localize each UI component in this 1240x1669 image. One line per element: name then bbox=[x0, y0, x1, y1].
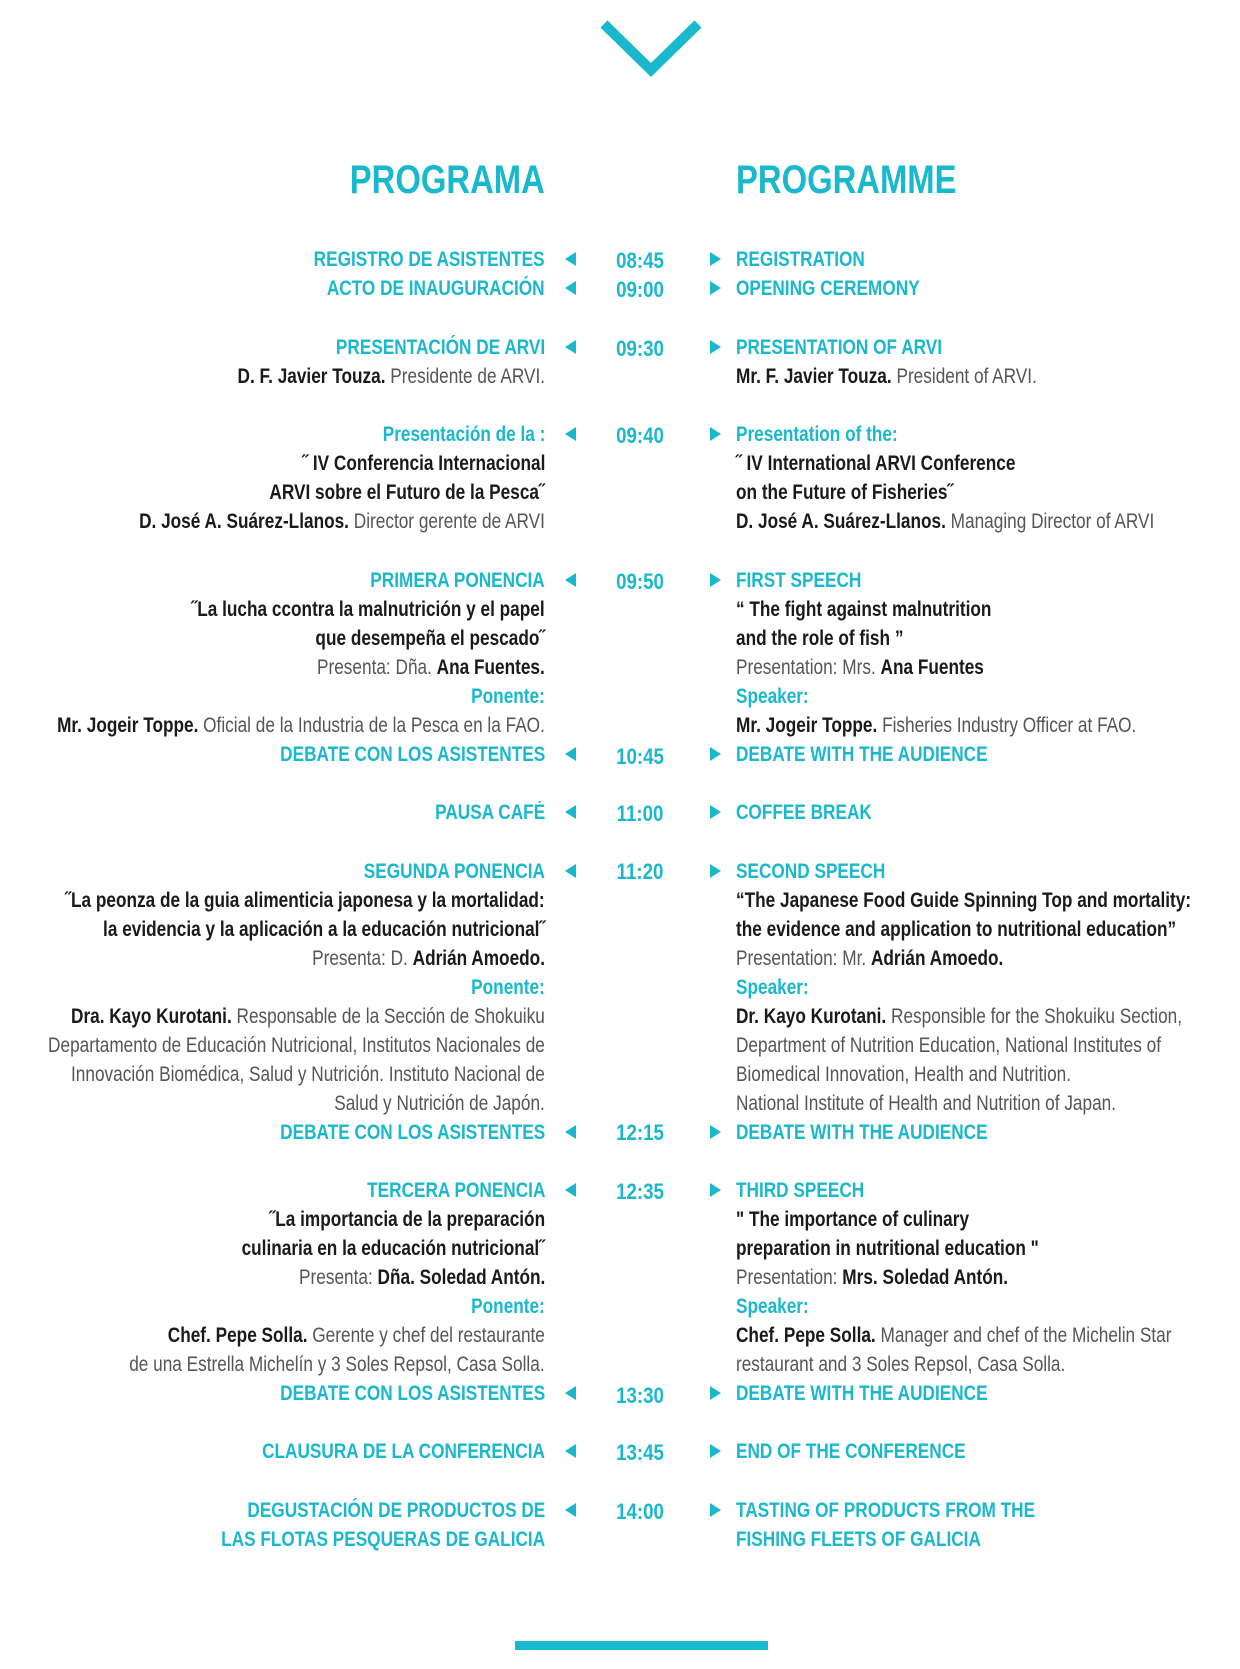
en-solla-1 bbox=[736, 1321, 1171, 1350]
es-solla-r1: Gerente y chef del restaurante bbox=[307, 1324, 545, 1347]
es-p3-l2: culinaria en la educación nutricional˝ bbox=[241, 1237, 545, 1260]
es-p3-presenta bbox=[299, 1263, 545, 1292]
es-p2-l1: ˝La peonza de la guia alimenticia japonesa y la mortalidad: bbox=[65, 889, 545, 912]
es-segunda: SEGUNDA PONENCIA bbox=[363, 860, 545, 883]
es-presenta-label: Presenta: bbox=[312, 947, 391, 970]
en-p2-l2: the evidence and application to nutritional education” bbox=[736, 918, 1177, 941]
en-p3-l2: preparation in nutritional education " bbox=[736, 1237, 1039, 1260]
es-p2-ponente: Ponente: bbox=[471, 976, 545, 999]
en-kayo-4: National Institute of Health and Nutrition of Japan. bbox=[736, 1092, 1117, 1115]
heading-programme: PROGRAMME bbox=[736, 158, 957, 202]
en-coffee: COFFEE BREAK bbox=[736, 801, 872, 824]
es-toppe bbox=[57, 711, 545, 740]
en-solla-name: Chef. Pepe Solla. bbox=[736, 1324, 876, 1347]
en-debate-2: DEBATE WITH THE AUDIENCE bbox=[736, 1121, 988, 1144]
es-acto: ACTO DE INAUGURACIÓN bbox=[327, 277, 545, 300]
en-p2-pres-title: Mr. bbox=[842, 947, 871, 970]
es-debate-3: DEBATE CON LOS ASISTENTES bbox=[279, 1382, 545, 1405]
en-p2-pres-name: Adrián Amoedo. bbox=[870, 947, 1004, 970]
en-debate-3: DEBATE WITH THE AUDIENCE bbox=[736, 1382, 988, 1405]
es-conf-l2: ARVI sobre el Futuro de la Pesca˝ bbox=[269, 481, 545, 504]
triangle-arrow-icon bbox=[710, 252, 721, 266]
time-0845: 08:45 bbox=[616, 248, 664, 273]
en-suarez bbox=[736, 507, 1154, 536]
en-toppe-role: Fisheries Industry Officer at FAO. bbox=[877, 714, 1137, 737]
triangle-arrow-icon bbox=[565, 1183, 576, 1197]
es-p1-l2: que desempeña el pescado˝ bbox=[315, 627, 545, 650]
es-pausa: PAUSA CAFÉ bbox=[434, 801, 545, 824]
es-presenta-label: Presenta: bbox=[317, 656, 396, 679]
triangle-arrow-icon bbox=[565, 1125, 576, 1139]
triangle-arrow-icon bbox=[565, 340, 576, 354]
time-1215: 12:15 bbox=[616, 1120, 664, 1145]
es-degust-l2: LAS FLOTAS PESQUERAS DE GALICIA bbox=[220, 1528, 545, 1551]
en-p2-speaker: Speaker: bbox=[736, 976, 809, 999]
triangle-arrow-icon bbox=[710, 1444, 721, 1458]
triangle-arrow-icon bbox=[710, 864, 721, 878]
es-solla-2: de una Estrella Michelín y 3 Soles Repsol, Casa Solla. bbox=[129, 1353, 545, 1376]
en-kayo-name: Dr. Kayo Kurotani. bbox=[736, 1005, 887, 1028]
en-presentation-arvi: PRESENTATION OF ARVI bbox=[736, 336, 943, 359]
triangle-arrow-icon bbox=[710, 340, 721, 354]
triangle-arrow-icon bbox=[710, 747, 721, 761]
en-toppe-name: Mr. Jogeir Toppe. bbox=[736, 714, 878, 737]
es-p3-ponente: Ponente: bbox=[471, 1295, 545, 1318]
time-1330: 13:30 bbox=[616, 1383, 664, 1408]
en-third: THIRD SPEECH bbox=[736, 1179, 865, 1202]
triangle-arrow-icon bbox=[565, 427, 576, 441]
es-suarez-role: Director gerente de ARVI bbox=[349, 510, 545, 533]
en-first: FIRST SPEECH bbox=[736, 569, 862, 592]
es-presentacion-arvi: PRESENTACIÓN DE ARVI bbox=[335, 336, 545, 359]
en-p1-l1: “ The fight against malnutrition bbox=[736, 598, 992, 621]
en-p1-pres-title: Mrs. bbox=[842, 656, 881, 679]
es-kayo-1 bbox=[71, 1002, 545, 1031]
en-registration: REGISTRATION bbox=[736, 248, 865, 271]
es-kayo-3: Innovación Biomédica, Salud y Nutrición. Instituto Nacional de bbox=[71, 1063, 545, 1086]
en-presentation-label: Presentation: bbox=[736, 947, 843, 970]
es-suarez-name: D. José A. Suárez-Llanos. bbox=[139, 510, 350, 533]
en-tasting-l1: TASTING OF PRODUCTS FROM THE bbox=[736, 1499, 1036, 1522]
time-1045: 10:45 bbox=[616, 744, 664, 769]
triangle-arrow-icon bbox=[565, 573, 576, 587]
es-touza-role: Presidente de ARVI. bbox=[385, 365, 545, 388]
en-p3-speaker: Speaker: bbox=[736, 1295, 809, 1318]
en-presentation-label: Presentation: bbox=[736, 656, 843, 679]
triangle-arrow-icon bbox=[710, 573, 721, 587]
triangle-arrow-icon bbox=[565, 1386, 576, 1400]
en-kayo-3: Biomedical Innovation, Health and Nutrition. bbox=[736, 1063, 1072, 1086]
triangle-arrow-icon bbox=[710, 1125, 721, 1139]
en-pres-conf: Presentation of the: bbox=[736, 423, 898, 446]
es-touza bbox=[237, 362, 545, 391]
es-suarez bbox=[139, 507, 545, 536]
time-1235: 12:35 bbox=[616, 1179, 664, 1204]
es-tercera: TERCERA PONENCIA bbox=[366, 1179, 545, 1202]
triangle-arrow-icon bbox=[710, 1503, 721, 1517]
time-0930: 09:30 bbox=[616, 336, 664, 361]
en-end: END OF THE CONFERENCE bbox=[736, 1440, 966, 1463]
es-solla-name: Chef. Pepe Solla. bbox=[167, 1324, 308, 1347]
es-p1-l1: ˝La lucha ccontra la malnutrición y el papel bbox=[191, 598, 545, 621]
es-presenta-label: Presenta: bbox=[298, 1266, 378, 1289]
en-solla-2: restaurant and 3 Soles Repsol, Casa Solla. bbox=[736, 1353, 1066, 1376]
es-touza-name: D. F. Javier Touza. bbox=[237, 365, 386, 388]
es-debate-1: DEBATE CON LOS ASISTENTES bbox=[279, 743, 545, 766]
es-kayo-name: Dra. Kayo Kurotani. bbox=[71, 1005, 232, 1028]
triangle-arrow-icon bbox=[565, 864, 576, 878]
triangle-arrow-icon bbox=[565, 805, 576, 819]
triangle-arrow-icon bbox=[710, 281, 721, 295]
en-p1-pres-name: Ana Fuentes bbox=[880, 656, 984, 679]
triangle-arrow-icon bbox=[565, 252, 576, 266]
time-0900: 09:00 bbox=[616, 277, 664, 302]
en-suarez-name: D. José A. Suárez-Llanos. bbox=[736, 510, 946, 533]
es-p1-ponente: Ponente: bbox=[471, 685, 545, 708]
es-p1-pres-name: Ana Fuentes. bbox=[436, 656, 545, 679]
es-pres-conf: Presentación de la : bbox=[382, 423, 545, 446]
es-degust-l1: DEGUSTACIÓN DE PRODUCTOS DE bbox=[247, 1499, 545, 1522]
en-p2-l1: “The Japanese Food Guide Spinning Top and mortality: bbox=[736, 889, 1192, 912]
chevron-down-icon[interactable] bbox=[598, 18, 704, 80]
en-p1-l2: and the role of fish ” bbox=[736, 627, 904, 650]
en-tasting-l2: FISHING FLEETS OF GALICIA bbox=[736, 1528, 981, 1551]
en-p3-l1: " The importance of culinary bbox=[736, 1208, 970, 1231]
en-second: SECOND SPEECH bbox=[736, 860, 886, 883]
triangle-arrow-icon bbox=[565, 747, 576, 761]
es-debate-2: DEBATE CON LOS ASISTENTES bbox=[279, 1121, 545, 1144]
es-p1-pres-title: Dña. bbox=[395, 656, 437, 679]
es-p2-pres-title: D. bbox=[390, 947, 413, 970]
en-touza-role: President of ARVI. bbox=[891, 365, 1037, 388]
es-p2-presenta bbox=[312, 944, 545, 973]
time-1345: 13:45 bbox=[616, 1440, 664, 1465]
en-presentation-label: Presentation: bbox=[736, 1266, 843, 1289]
triangle-arrow-icon bbox=[565, 1444, 576, 1458]
en-debate-1: DEBATE WITH THE AUDIENCE bbox=[736, 743, 988, 766]
time-0950: 09:50 bbox=[616, 569, 664, 594]
en-p1-speaker: Speaker: bbox=[736, 685, 809, 708]
time-1100: 11:00 bbox=[616, 801, 664, 826]
es-kayo-4: Salud y Nutrición de Japón. bbox=[334, 1092, 545, 1115]
en-conf-l2: on the Future of Fisheries˝ bbox=[736, 481, 954, 504]
es-toppe-role: Oficial de la Industria de la Pesca en la FAO. bbox=[198, 714, 546, 737]
es-clausura: CLAUSURA DE LA CONFERENCIA bbox=[262, 1440, 545, 1463]
es-kayo-r1: Responsable de la Sección de Shokuiku bbox=[231, 1005, 545, 1028]
triangle-arrow-icon bbox=[710, 1183, 721, 1197]
en-conf-l1: ˝ IV International ARVI Conference bbox=[736, 452, 1016, 475]
en-p3-pres-name: Mrs. Soledad Antón. bbox=[842, 1266, 1009, 1289]
en-suarez-role: Managing Director of ARVI bbox=[945, 510, 1155, 533]
es-conf-l1: ˝ IV Conferencia Internacional bbox=[301, 452, 545, 475]
es-primera: PRIMERA PONENCIA bbox=[370, 569, 545, 592]
triangle-arrow-icon bbox=[565, 1503, 576, 1517]
time-1120: 11:20 bbox=[616, 859, 664, 884]
es-toppe-name: Mr. Jogeir Toppe. bbox=[57, 714, 199, 737]
heading-programa: PROGRAMA bbox=[350, 158, 545, 202]
en-solla-r1: Manager and chef of the Michelin Star bbox=[875, 1324, 1172, 1347]
es-kayo-2: Departamento de Educación Nutricional, Institutos Nacionales de bbox=[48, 1034, 545, 1057]
time-0940: 09:40 bbox=[616, 423, 664, 448]
es-p2-pres-name: Adrián Amoedo. bbox=[412, 947, 545, 970]
en-toppe bbox=[736, 711, 1136, 740]
es-p1-presenta bbox=[317, 653, 545, 682]
en-p2-presentation bbox=[736, 944, 1003, 973]
en-kayo-1 bbox=[736, 1002, 1182, 1031]
en-opening: OPENING CEREMONY bbox=[736, 277, 920, 300]
en-kayo-2: Department of Nutrition Education, National Institutes of bbox=[736, 1034, 1161, 1057]
es-solla-1 bbox=[168, 1321, 545, 1350]
es-p2-l2: la evidencia y la aplicación a la educación nutricional˝ bbox=[102, 918, 545, 941]
en-kayo-r1: Responsible for the Shokuiku Section, bbox=[886, 1005, 1183, 1028]
es-registro: REGISTRO DE ASISTENTES bbox=[314, 248, 545, 271]
en-p1-presentation bbox=[736, 653, 984, 682]
en-touza bbox=[736, 362, 1037, 391]
triangle-arrow-icon bbox=[565, 281, 576, 295]
es-p3-pres-name: Dña. Soledad Antón. bbox=[377, 1266, 545, 1289]
triangle-arrow-icon bbox=[710, 1386, 721, 1400]
es-p3-l1: ˝La importancia de la preparación bbox=[269, 1208, 545, 1231]
bottom-divider bbox=[515, 1641, 768, 1650]
triangle-arrow-icon bbox=[710, 805, 721, 819]
en-touza-name: Mr. F. Javier Touza. bbox=[736, 365, 892, 388]
en-p3-presentation bbox=[736, 1263, 1008, 1292]
triangle-arrow-icon bbox=[710, 427, 721, 441]
time-1400: 14:00 bbox=[616, 1499, 664, 1524]
